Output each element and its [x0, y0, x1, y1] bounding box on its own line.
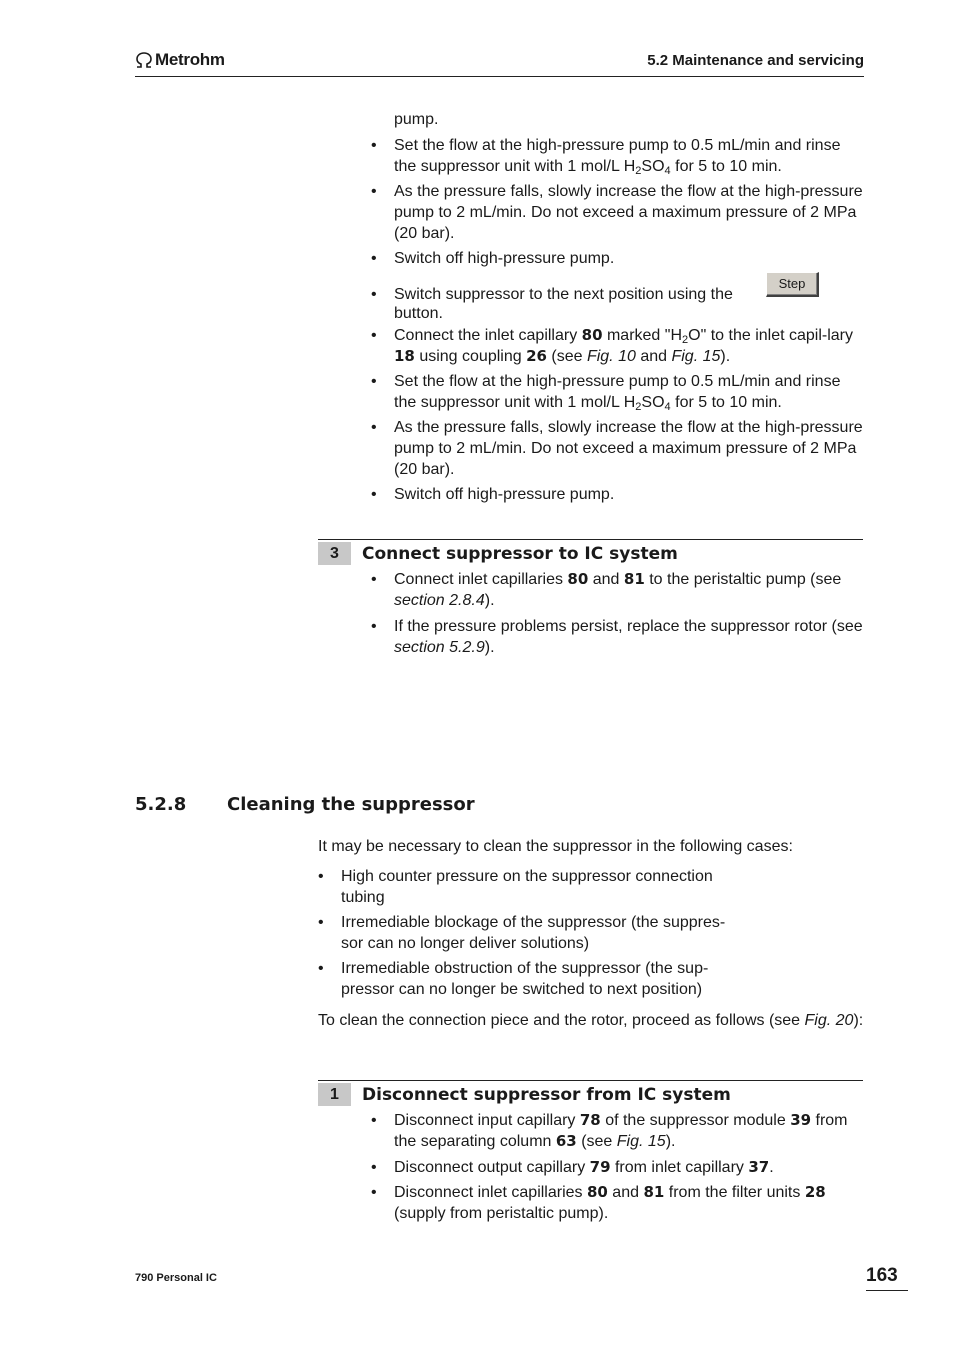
list-item: • Connect inlet capillaries 80 and 81 to the peristaltic pump (see section 2.8.4).: [371, 570, 842, 609]
section-title: Cleaning the suppressor: [227, 794, 475, 815]
list-item: • Irremediable blockage of the suppressor (the suppres-sor can no longer deliver solutions): [318, 914, 726, 952]
logo-text: Metrohm: [155, 50, 225, 69]
step1-bullet-list: [371, 1110, 866, 1224]
step-number-badge: 1: [318, 1083, 351, 1106]
step-title: Connect suppressor to IC system: [362, 544, 678, 564]
cases-list: [318, 866, 738, 1000]
continuation-text: pump.: [394, 111, 439, 128]
list-item: • Connect the inlet capillary 80 marked "$H_2O$" to the inlet capil-lary 18 using coupling 26 (see Fig. 10 and Fig. 15).: [371, 326, 853, 365]
list-item: • High counter pressure on the suppressor connection tubing: [318, 868, 713, 906]
header-divider: [135, 76, 864, 77]
step-divider: [318, 1080, 863, 1081]
list-item: • If the pressure problems persist, replace the suppressor rotor (see section 5.2.9).: [371, 618, 863, 656]
top-bullet-list: [371, 135, 866, 505]
step-button[interactable]: Step: [766, 272, 819, 297]
metrohm-logo: [135, 50, 225, 70]
page-number: 163: [866, 1265, 898, 1286]
step-divider: [318, 539, 863, 540]
omega-logo-icon: [135, 52, 153, 68]
list-item: • As the pressure falls, slowly increase the flow at the high-pressure pump to 2 mL/min. Do not exceed a maximum pressure of 2 MPa (20 bar).: [371, 183, 863, 242]
procedure-paragraph: To clean the connection piece and the rotor, proceed as follows (see Fig. 20):: [318, 1012, 864, 1029]
list-item: • As the pressure falls, slowly increase the flow at the high-pressure pump to 2 mL/min. Do not exceed a maximum pressure of 2 MPa (20 bar).: [371, 419, 863, 478]
step-title: Disconnect suppressor from IC system: [362, 1085, 731, 1105]
list-item: • Disconnect inlet capillaries 80 and 81 from the filter units 28 (supply from peristaltic pump).: [371, 1183, 826, 1222]
list-item: • Switch suppressor to the next position using the Step button.: [371, 279, 866, 321]
header-section-title: 5.2 Maintenance and servicing: [647, 52, 864, 69]
list-item: • Switch off high-pressure pump.: [371, 250, 615, 267]
list-item: • Set the flow at the high-pressure pump to 0.5 mL/min and rinse the suppressor unit with 1 mol/L $H_2SO_4$ for 5 to 10 min.: [371, 373, 841, 413]
list-item: • Set the flow at the high-pressure pump to 0.5 mL/min and rinse the suppressor unit with 1 mol/L $H_2SO_4$ for 5 to 10 min.: [371, 137, 841, 177]
section-number: 5.2.8: [135, 794, 187, 815]
footer-divider: [866, 1290, 908, 1291]
step3-bullet-list: [371, 569, 866, 658]
footer-product-name: 790 Personal IC: [135, 1272, 217, 1284]
step-number-badge: 3: [318, 542, 351, 565]
list-item: • Switch off high-pressure pump.: [371, 486, 615, 503]
list-item: • Disconnect input capillary 78 of the suppressor module 39 from the separating column 63 (see Fig. 15).: [371, 1111, 848, 1150]
section-intro: It may be necessary to clean the suppressor in the following cases:: [318, 838, 793, 855]
list-item: • Disconnect output capillary 79 from inlet capillary 37.: [371, 1158, 774, 1176]
list-item: • Irremediable obstruction of the suppressor (the sup-pressor can no longer be switched to next position): [318, 960, 709, 998]
